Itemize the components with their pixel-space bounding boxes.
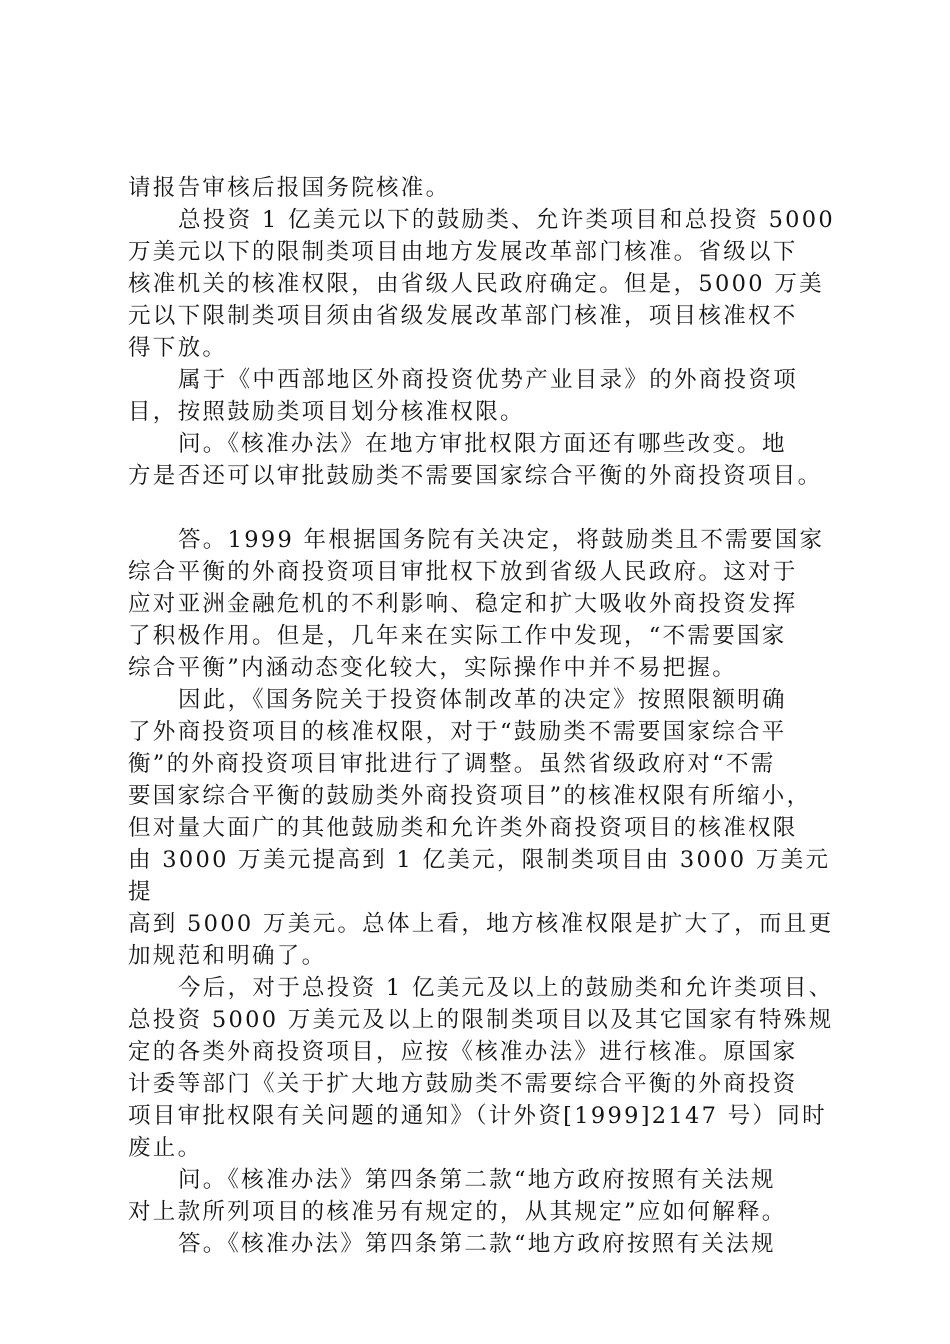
text-line: 答。《核准办法》第四条第二款“地方政府按照有关法规 xyxy=(178,1231,776,1257)
text-line: 方是否还可以审批鼓励类不需要国家综合平衡的外商投资项目。 xyxy=(128,463,823,489)
text-line: 要国家综合平衡的鼓励类外商投资项目”的核准权限有所缩小， xyxy=(128,783,812,809)
text-line: 总投资 1 亿美元以下的鼓励类、允许类项目和总投资 5000 xyxy=(178,207,836,233)
text-line: 了积极作用。但是，几年来在实际工作中发现，“不需要国家 xyxy=(128,623,787,649)
text-line: 衡”的外商投资项目审批进行了调整。虽然省级政府对“不需 xyxy=(128,751,776,777)
text-line: 请报告审核后报国务院核准。 xyxy=(128,175,451,201)
text-line: 今后，对于总投资 1 亿美元及以上的鼓励类和允许类项目、 xyxy=(178,975,834,1001)
text-line: 废止。 xyxy=(128,1135,203,1161)
text-line: 核准机关的核准权限，由省级人民政府确定。但是，5000 万美 xyxy=(128,271,824,297)
text-line: 加规范和明确了。 xyxy=(128,943,327,969)
text-line: 高到 5000 万美元。总体上看，地方核准权限是扩大了，而且更 xyxy=(128,911,834,937)
text-line: 总投资 5000 万美元及以上的限制类项目以及其它国家有特殊规 xyxy=(128,1007,834,1033)
paragraph xyxy=(128,684,836,972)
text-line: 对上款所列项目的核准另有规定的，从其规定”应如何解释。 xyxy=(128,1199,787,1225)
text-line: 得下放。 xyxy=(128,335,228,361)
paragraph xyxy=(128,204,836,364)
text-line: 项目审批权限有关问题的通知》（计外资[1999]2147 号）同时 xyxy=(128,1103,827,1129)
text-line: 但对量大面广的其他鼓励类和允许类外商投资项目的核准权限 xyxy=(128,815,798,841)
text-line: 由 3000 万美元提高到 1 亿美元，限制类项目由 3000 万美元提 xyxy=(128,847,831,905)
text-line: 目，按照鼓励类项目划分核准权限。 xyxy=(128,399,525,425)
paragraph-gap xyxy=(128,492,836,524)
text-line: 元以下限制类项目须由省级发展改革部门核准，项目核准权不 xyxy=(128,303,798,329)
text-line: 问。《核准办法》第四条第二款“地方政府按照有关法规 xyxy=(178,1167,776,1193)
text-line: 属于《中西部地区外商投资优势产业目录》的外商投资项 xyxy=(178,367,799,393)
text-line: 答。1999 年根据国务院有关决定，将鼓励类且不需要国家 xyxy=(178,527,825,553)
text-line: 万美元以下的限制类项目由地方发展改革部门核准。省级以下 xyxy=(128,239,798,265)
text-line: 应对亚洲金融危机的不利影响、稳定和扩大吸收外商投资发挥 xyxy=(128,591,798,617)
text-line: 问。《核准办法》在地方审批权限方面还有哪些改变。地 xyxy=(178,431,787,457)
text-line: 因此，《国务院关于投资体制改革的决定》按照限额明确 xyxy=(178,687,787,713)
text-line: 综合平衡的外商投资项目审批权下放到省级人民政府。这对于 xyxy=(128,559,798,585)
paragraph xyxy=(128,972,836,1164)
document-body xyxy=(128,172,836,1260)
paragraph xyxy=(128,172,836,204)
text-line: 综合平衡”内涵动态变化较大，实际操作中并不易把握。 xyxy=(128,655,738,681)
text-line: 定的各类外商投资项目，应按《核准办法》进行核准。原国家 xyxy=(128,1039,798,1065)
paragraph xyxy=(128,524,836,684)
paragraph xyxy=(128,1164,836,1228)
text-line: 计委等部门《关于扩大地方鼓励类不需要综合平衡的外商投资 xyxy=(128,1071,798,1097)
text-line: 了外商投资项目的核准权限，对于“鼓励类不需要国家综合平 xyxy=(128,719,787,745)
paragraph xyxy=(128,364,836,428)
paragraph xyxy=(128,1228,836,1260)
paragraph xyxy=(128,428,836,492)
